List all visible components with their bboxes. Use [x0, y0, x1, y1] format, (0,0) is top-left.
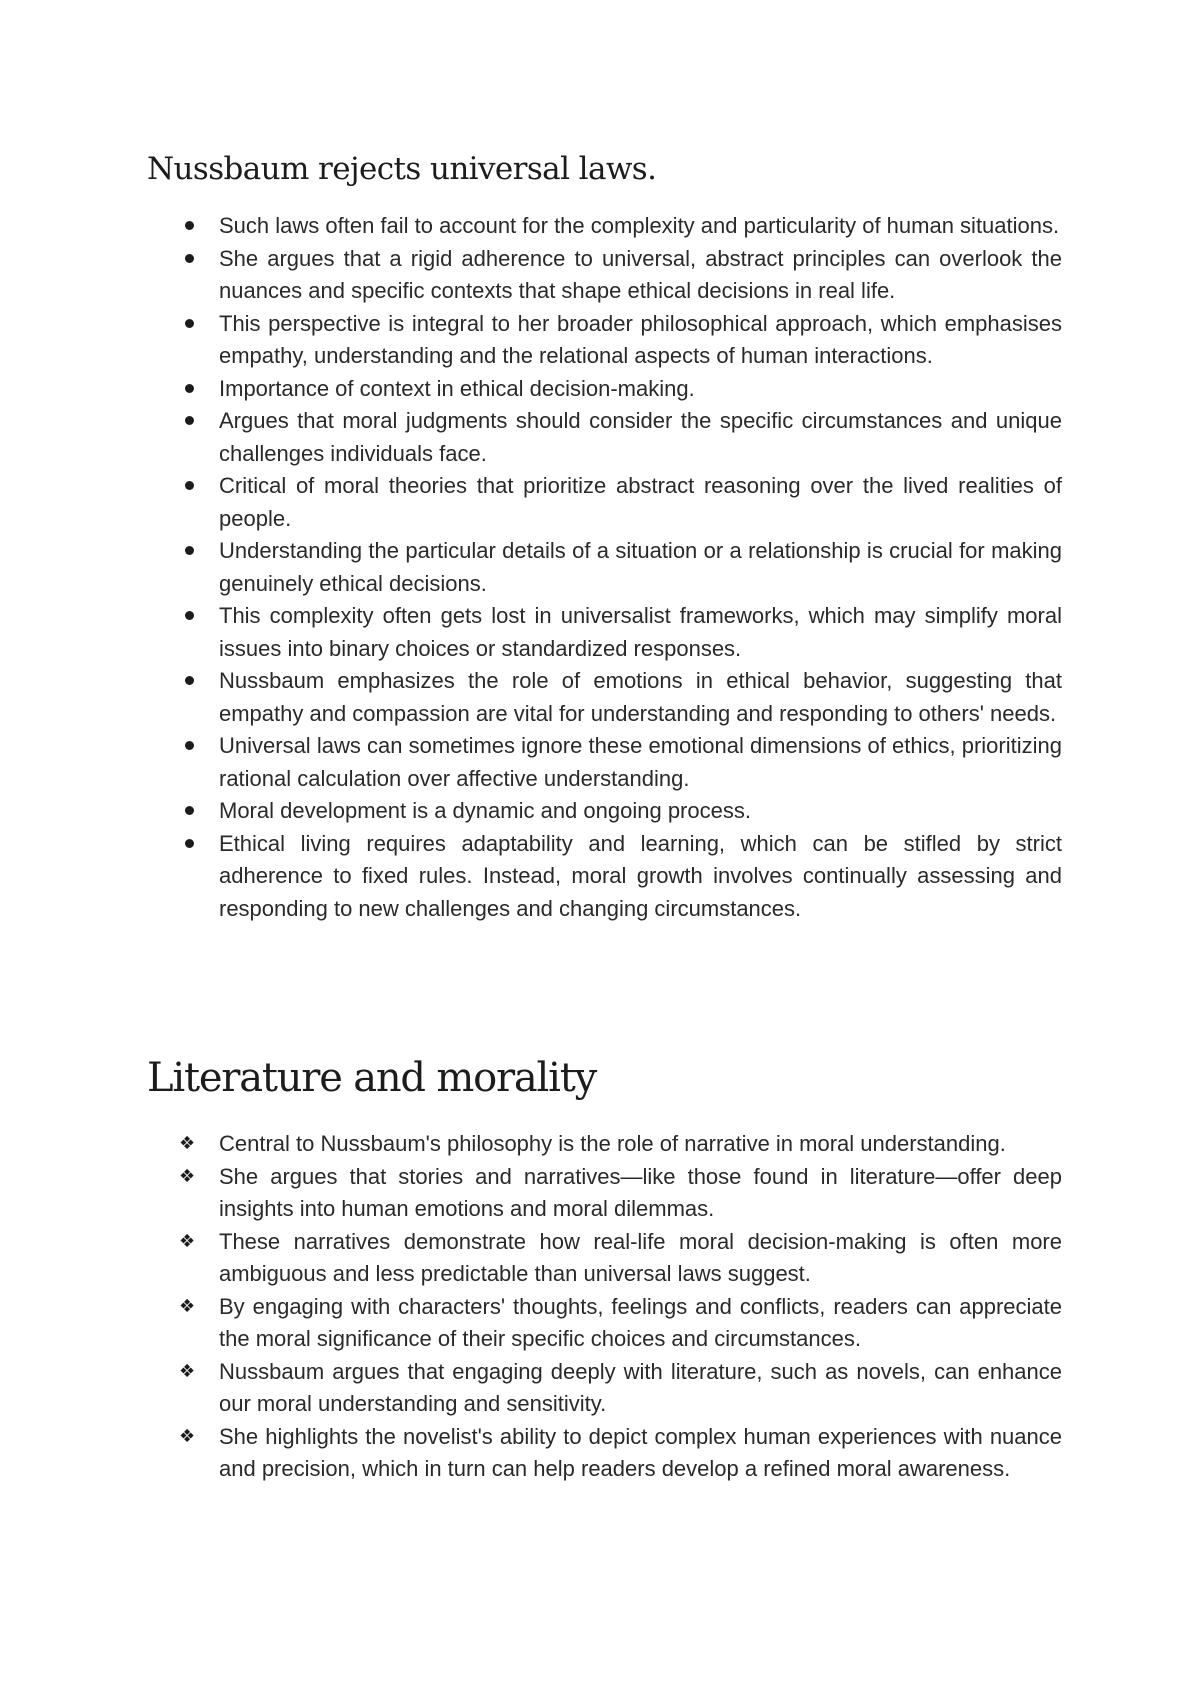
list-item: Understanding the particular details of a situation or a relationship is crucial for making genuinely ethical decisions. — [147, 535, 1062, 600]
section-universal-laws — [147, 148, 1062, 925]
bullet-dot-icon — [183, 828, 207, 861]
bullet-dot-icon — [183, 730, 207, 763]
diamond-bullet-icon: ❖ — [179, 1230, 196, 1252]
list-item: Universal laws can sometimes ignore these emotional dimensions of ethics, prioritizing rational calculation over affective understanding. — [147, 730, 1062, 795]
list-item: ❖ These narratives demonstrate how real-life moral decision-making is often more ambiguous and less predictable than universal laws suggest. — [147, 1226, 1062, 1291]
bullet-dot-icon — [183, 795, 207, 828]
bullet-dot-icon — [183, 470, 207, 503]
list-item: Such laws often fail to account for the complexity and particularity of human situations. — [147, 210, 1062, 243]
bullet-dot-icon — [183, 665, 207, 698]
bullet-dot-icon — [183, 373, 207, 406]
list-item: ❖ By engaging with characters' thoughts, feelings and conflicts, readers can appreciate the moral significance of their specific choices and circumstances. — [147, 1291, 1062, 1356]
section-heading: Nussbaum rejects universal laws. — [147, 151, 657, 187]
diamond-bullet-icon: ❖ — [179, 1360, 196, 1382]
list-item: ❖ She highlights the novelist's ability to depict complex human experiences with nuance and precision, which in turn can help readers develop a refined moral awareness. — [147, 1421, 1062, 1486]
bullet-dot-icon — [183, 405, 207, 438]
list-item: ❖ Central to Nussbaum's philosophy is the role of narrative in moral understanding. — [147, 1128, 1062, 1161]
list-item: Moral development is a dynamic and ongoing process. — [147, 795, 1062, 828]
diamond-bullet-list — [147, 1128, 1062, 1486]
diamond-bullet-icon: ❖ — [179, 1295, 196, 1317]
bullet-dot-icon — [183, 210, 207, 243]
bullet-dot-icon — [183, 308, 207, 341]
list-item: Critical of moral theories that prioritize abstract reasoning over the lived realities of people. — [147, 470, 1062, 535]
diamond-bullet-icon: ❖ — [179, 1133, 196, 1154]
section-heading: Literature and morality — [147, 1055, 596, 1101]
list-item: This perspective is integral to her broader philosophical approach, which emphasises empathy, understanding and the relational aspects of human interactions. — [147, 308, 1062, 373]
list-item: Argues that moral judgments should consider the specific circumstances and unique challenges individuals face. — [147, 405, 1062, 470]
bullet-list — [147, 210, 1062, 925]
bullet-dot-icon — [183, 600, 207, 633]
list-item: This complexity often gets lost in universalist frameworks, which may simplify moral issues into binary choices or standardized responses. — [147, 600, 1062, 665]
bullet-dot-icon — [183, 535, 207, 568]
list-item: Nussbaum emphasizes the role of emotions in ethical behavior, suggesting that empathy and compassion are vital for understanding and responding to others' needs. — [147, 665, 1062, 730]
bullet-dot-icon — [183, 243, 207, 276]
list-item: Ethical living requires adaptability and learning, which can be stifled by strict adherence to fixed rules. Instead, moral growth involves continually assessing and responding to new challenges and changing circumstances. — [147, 828, 1062, 926]
list-item: ❖ She argues that stories and narratives—like those found in literature—offer deep insights into human emotions and moral dilemmas. — [147, 1161, 1062, 1226]
list-item: She argues that a rigid adherence to universal, abstract principles can overlook the nuances and specific contexts that shape ethical decisions in real life. — [147, 243, 1062, 308]
list-item: ❖ Nussbaum argues that engaging deeply with literature, such as novels, can enhance our moral understanding and sensitivity. — [147, 1356, 1062, 1421]
section-literature-morality — [147, 1052, 1062, 1486]
diamond-bullet-icon: ❖ — [179, 1165, 196, 1187]
list-item: Importance of context in ethical decision-making. — [147, 373, 1062, 406]
diamond-bullet-icon: ❖ — [179, 1425, 196, 1447]
